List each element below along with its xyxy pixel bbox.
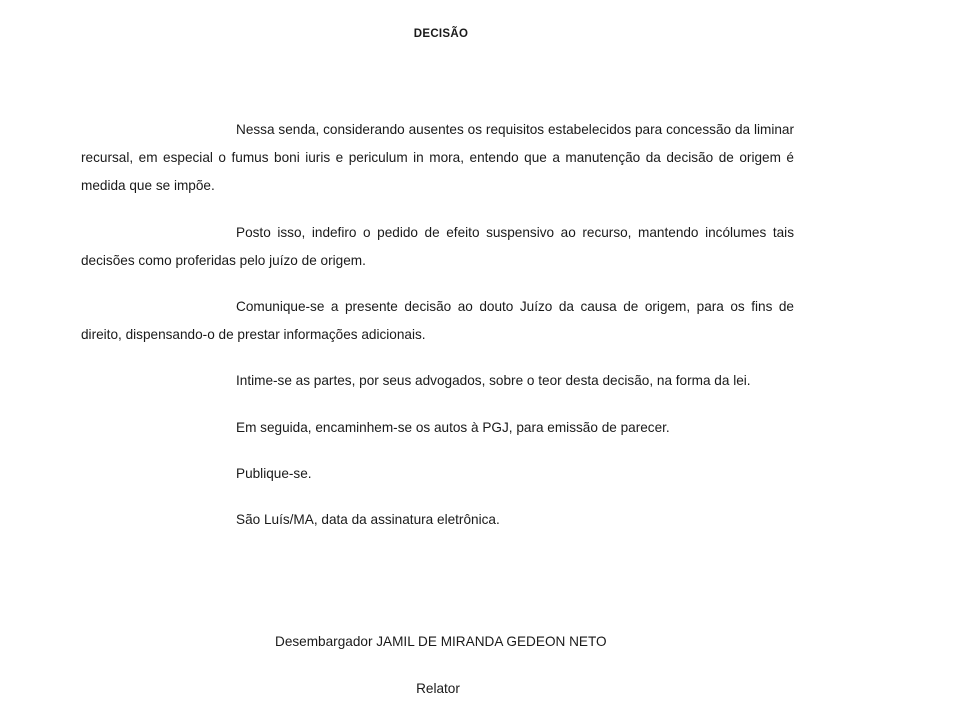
paragraph-liminar: Nessa senda, considerando ausentes os requisitos estabelecidos para concessão da liminar recursal, em especial o fumus boni iuris e periculum in mora, entendo que a manutenção da decisão de origem é medida que se impõe. xyxy=(81,122,794,193)
paragraph-publicacao: Publique-se. xyxy=(236,466,312,481)
paragraph-local-data: São Luís/MA, data da assinatura eletrônica. xyxy=(236,512,500,527)
paragraph-encaminhamento: Em seguida, encaminhem-se os autos à PGJ, para emissão de parecer. xyxy=(236,420,670,435)
signature-name: Desembargador JAMIL DE MIRANDA GEDEON NETO xyxy=(275,634,607,649)
paragraph-comunicacao: Comunique-se a presente decisão ao douto Juízo da causa de origem, para os fins de direito, dispensando-o de prestar informações adicionais. xyxy=(81,299,794,342)
document-title: DECISÃO xyxy=(413,28,469,40)
signature-role: Relator xyxy=(416,681,460,696)
paragraph-indeferimento: Posto isso, indefiro o pedido de efeito suspensivo ao recurso, mantendo incólumes tais decisões como proferidas pelo juízo de origem. xyxy=(81,225,794,268)
paragraph-intimacao: Intime-se as partes, por seus advogados, sobre o teor desta decisão, na forma da lei. xyxy=(236,373,751,388)
